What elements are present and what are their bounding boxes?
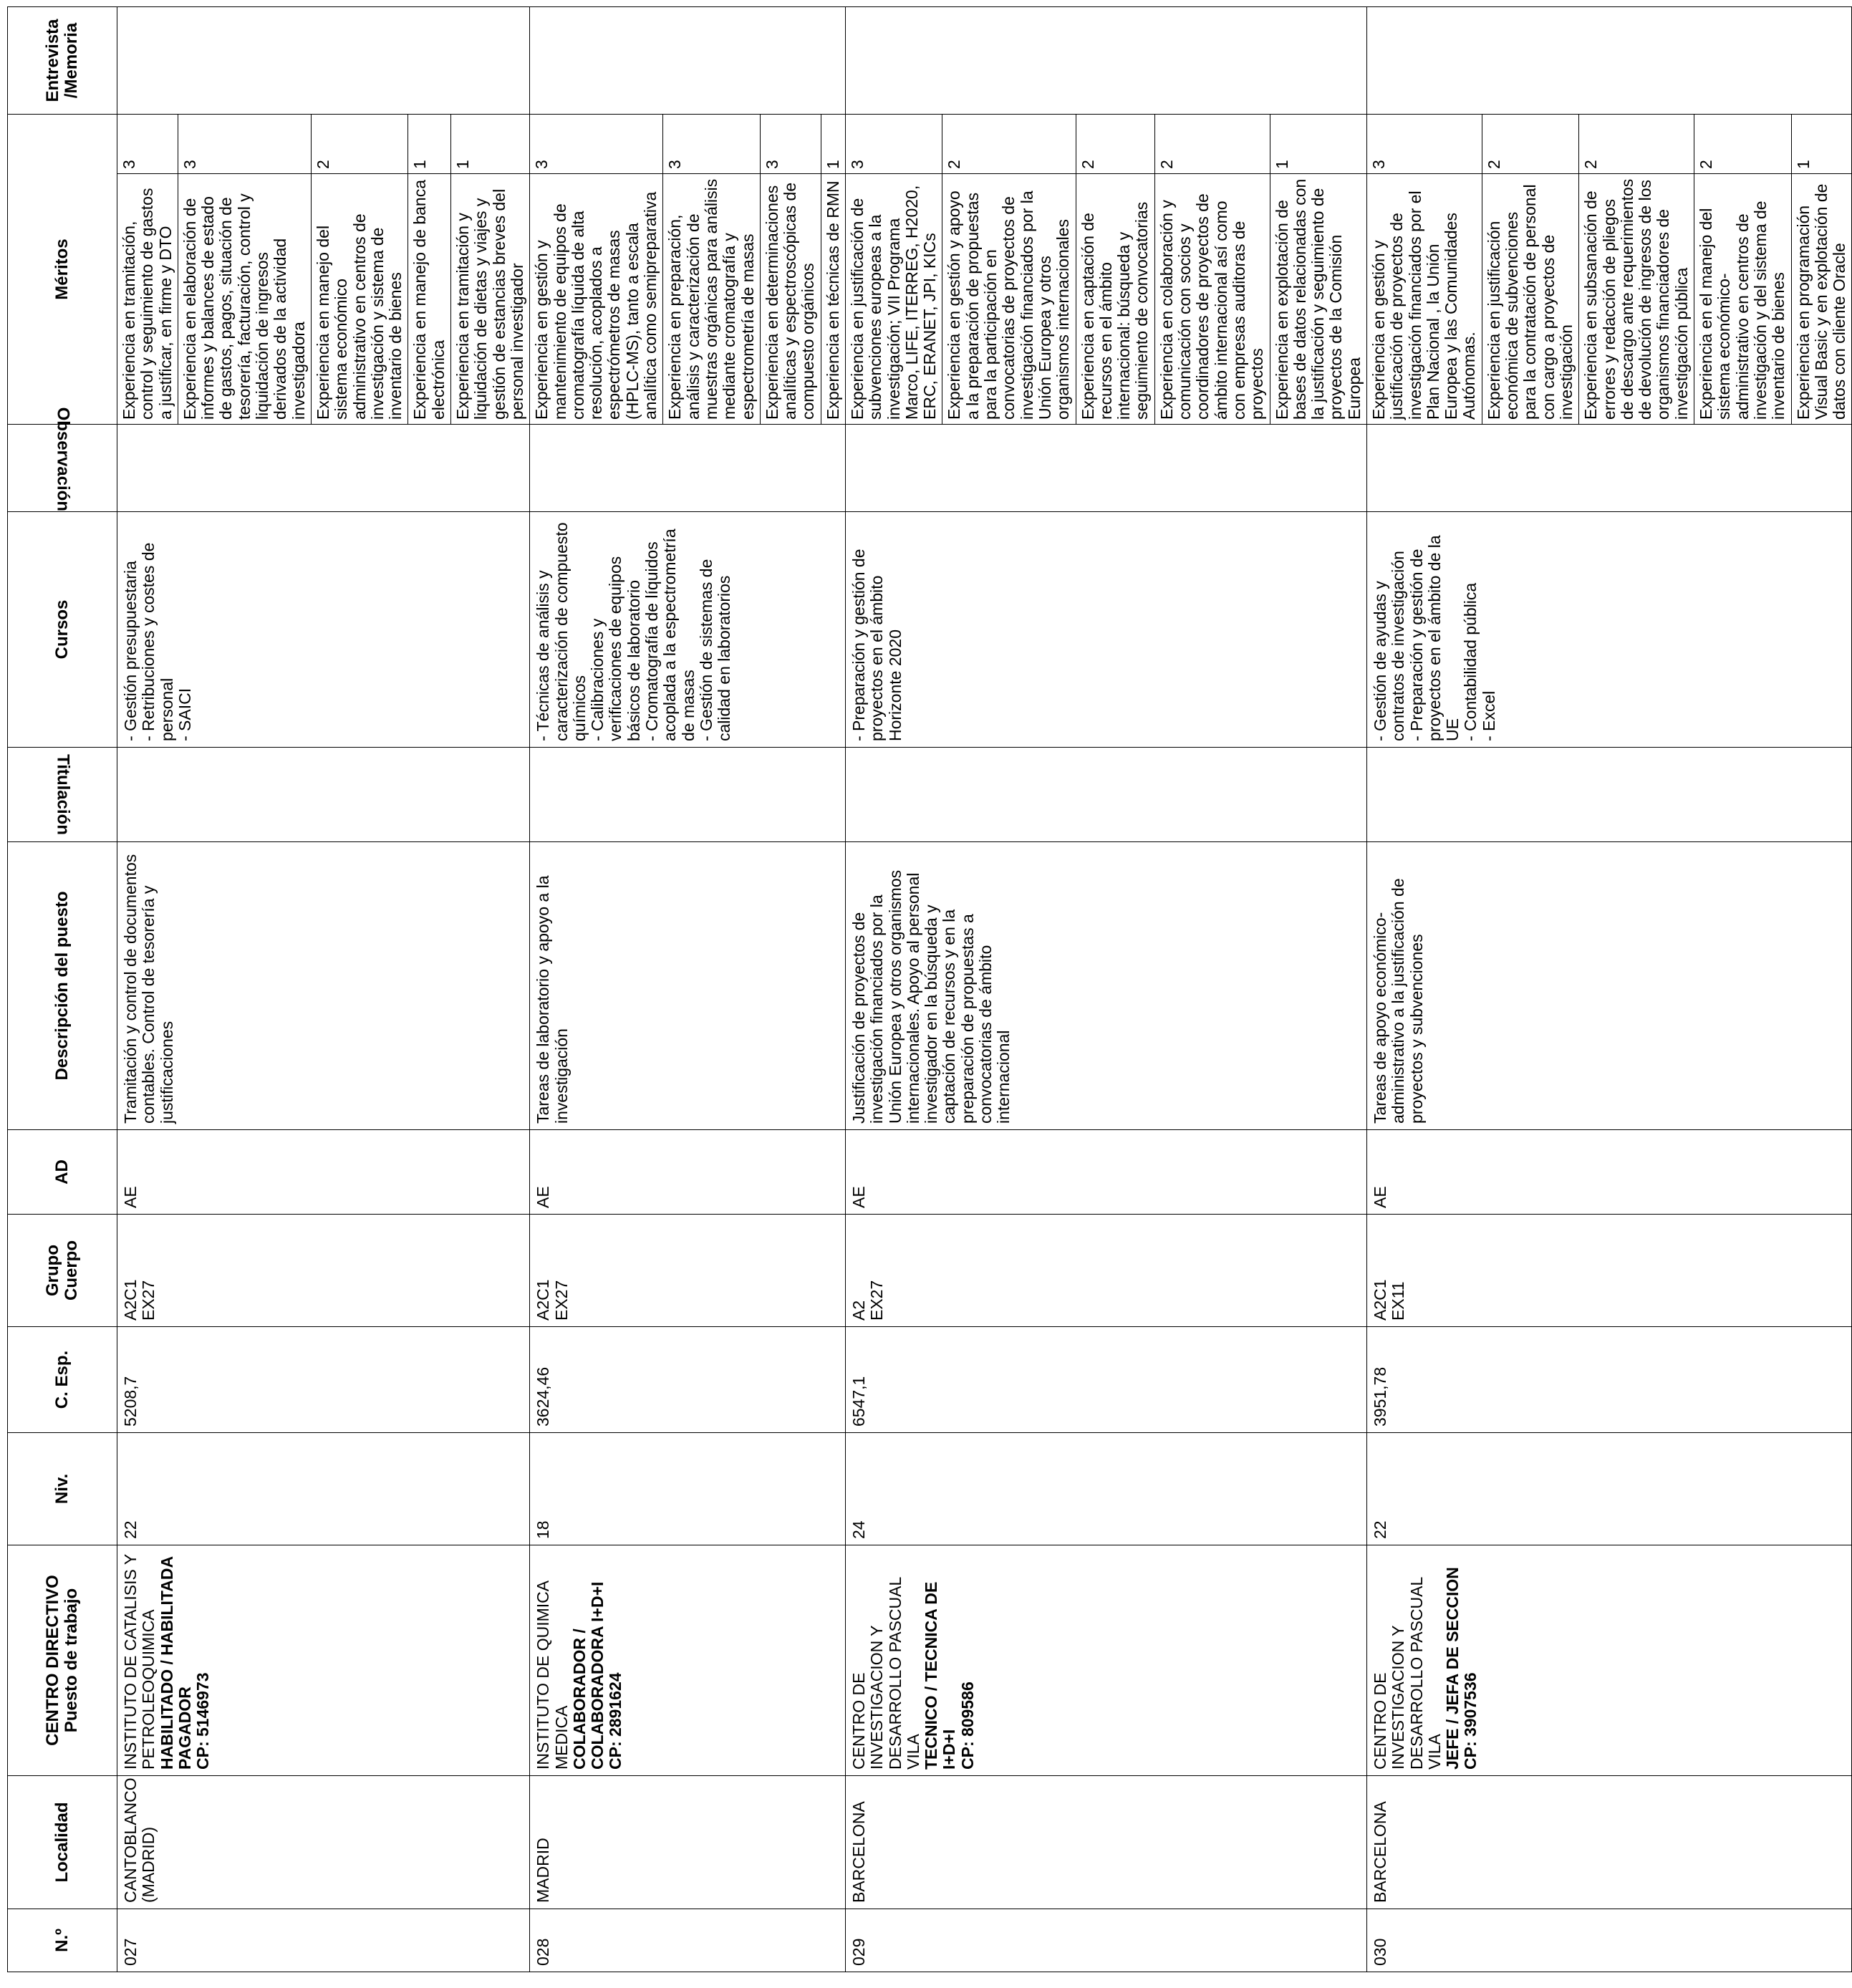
cell-grupo bbox=[1367, 1215, 1852, 1327]
cp-code: CP: 5146973 bbox=[193, 1672, 213, 1770]
cell-niv: 22 bbox=[1367, 1433, 1852, 1545]
header-observacion bbox=[8, 407, 117, 512]
merito-score: 3 bbox=[117, 115, 178, 174]
table-row bbox=[1367, 7, 1852, 1972]
merito-row bbox=[846, 115, 942, 424]
merito-text: Experiencia en subsanación de errores y redacción de pliegos de descargo ante requerimientos de devolución de ingresos de los organismos financiadores de investigación pública bbox=[1581, 178, 1691, 420]
header-entrevista-line1: Entrevista bbox=[42, 19, 62, 102]
cell-ad: AE bbox=[530, 1130, 846, 1215]
merito-text: Experiencia en justificación económica de subvenciones para la contratación de personal con cargo a proyectos de investigación bbox=[1484, 184, 1576, 420]
header-cursos: Cursos bbox=[8, 512, 117, 748]
grupo-value: A2 bbox=[849, 1300, 868, 1321]
cell-centro bbox=[117, 1545, 530, 1776]
cp-code: CP: 2891624 bbox=[606, 1672, 625, 1770]
merito-score: 1 bbox=[1792, 115, 1852, 174]
merito-score: 2 bbox=[1155, 115, 1270, 174]
header-centro bbox=[8, 1545, 117, 1776]
centro-name: CENTRO DE INVESTIGACION Y DESARROLLO PASCUAL VILA bbox=[1371, 1577, 1444, 1770]
cuerpo-value: EX11 bbox=[1389, 1281, 1408, 1321]
cell-centro bbox=[1367, 1545, 1852, 1776]
merito-score: 3 bbox=[663, 115, 759, 174]
merito-row bbox=[1155, 115, 1270, 424]
cell-entrevista bbox=[117, 7, 530, 115]
cell-observacion bbox=[530, 425, 846, 512]
header-descripcion: Descripción del puesto bbox=[8, 842, 117, 1130]
cell-cesp: 5208,7 bbox=[117, 1327, 530, 1433]
cell-localidad: BARCELONA bbox=[845, 1776, 1366, 1909]
curso-item: - Técnicas de análisis y caracterización de compuesto químicos bbox=[534, 522, 589, 741]
header-titulacion-text: Titulación bbox=[53, 754, 73, 835]
cell-entrevista bbox=[1367, 7, 1852, 115]
grupo-value: A2C1 bbox=[1371, 1279, 1389, 1321]
puesto-name: JEFE / JEFA DE SECCION bbox=[1443, 1567, 1462, 1770]
header-localidad: Localidad bbox=[8, 1776, 117, 1909]
table-row bbox=[845, 7, 1366, 1972]
merito-score: 1 bbox=[408, 115, 450, 174]
merito-score: 1 bbox=[821, 115, 845, 174]
puesto-name: TECNICO / TECNICA DE I+D+I bbox=[922, 1581, 959, 1770]
cp-code: CP: 3907536 bbox=[1461, 1672, 1480, 1770]
cell-titulacion bbox=[1367, 748, 1852, 842]
cuerpo-value: EX27 bbox=[867, 1280, 887, 1321]
cell-num: 027 bbox=[117, 1909, 530, 1972]
merito-score: 2 bbox=[1579, 115, 1694, 174]
cell-descripcion: Tareas de apoyo económico-administrativo a la justificación de proyectos y subvenciones bbox=[1367, 842, 1852, 1130]
merito-text: Experiencia en manejo del sistema económico administrativo en centros de investigación y sistema de inventario de bienes bbox=[313, 213, 405, 420]
cell-meritos bbox=[530, 115, 846, 425]
merito-text: Experiencia en tramitación y liquidación de dietas y viajes y gestión de estancias breves del personal investigador bbox=[453, 188, 526, 420]
merito-text: Experiencia en el manejo del sistema económico-administrativo en centros de investigación y del sistema de inventario de bienes bbox=[1697, 201, 1788, 420]
merito-score: 3 bbox=[846, 115, 942, 174]
cell-ad: AE bbox=[845, 1130, 1366, 1215]
cell-grupo bbox=[845, 1215, 1366, 1327]
cell-centro bbox=[845, 1545, 1366, 1776]
cuerpo-value: EX27 bbox=[551, 1280, 571, 1321]
merito-row bbox=[312, 115, 408, 424]
merito-text: Experiencia en programación Visual Basic y en explotación de datos con cliente Oracle bbox=[1793, 183, 1849, 420]
curso-item: - Cromatografía de líquidos acoplada a la espectrometría de masas bbox=[642, 529, 698, 741]
cell-meritos bbox=[845, 115, 1366, 425]
centro-name: CENTRO DE INVESTIGACION Y DESARROLLO PASCUAL VILA bbox=[849, 1577, 922, 1770]
curso-item: - Preparación y gestión de proyectos en el ámbito de la UE bbox=[1407, 535, 1462, 741]
header-niv: Niv. bbox=[8, 1433, 117, 1545]
merito-text: Experiencia en técnicas de RMN bbox=[823, 180, 842, 420]
curso-item: - Gestión de ayudas y contratos de investigación bbox=[1371, 551, 1408, 741]
merito-row bbox=[1579, 115, 1694, 424]
centro-name: INSTITUTO DE CATALISIS Y PETROLEOQUIMICA bbox=[121, 1554, 158, 1770]
centro-name: INSTITUTO DE QUIMICA MEDICA bbox=[534, 1581, 571, 1770]
grupo-value: A2C1 bbox=[534, 1279, 553, 1321]
curso-item: - Retribuciones y costes de personal bbox=[139, 542, 176, 741]
cell-cesp: 6547,1 bbox=[845, 1327, 1366, 1433]
grupo-value: A2C1 bbox=[121, 1279, 140, 1321]
header-grupo-line2: Cuerpo bbox=[62, 1240, 81, 1301]
table-body bbox=[117, 7, 1852, 1972]
merito-row bbox=[761, 115, 821, 424]
merito-text: Experiencia en determinaciones analíticas y espectroscópicas de compuesto orgánicos bbox=[762, 182, 818, 420]
merito-row bbox=[178, 115, 312, 424]
cp-code: CP: 809586 bbox=[958, 1681, 977, 1770]
merito-text: Experiencia en captación de recursos en el ámbito internacional: búsqueda y seguimiento de convocatorias bbox=[1078, 201, 1152, 420]
cell-niv: 18 bbox=[530, 1433, 846, 1545]
merito-row bbox=[408, 115, 451, 424]
cell-observacion bbox=[845, 425, 1366, 512]
cell-localidad: MADRID bbox=[530, 1776, 846, 1909]
cell-meritos bbox=[117, 115, 530, 425]
job-listing-table bbox=[7, 6, 1852, 1972]
merito-text: Experiencia en preparación, análisis y caracterización de muestras orgánicas para análisis mediante cromatografía y espectrometría de masas bbox=[665, 178, 757, 420]
merito-row bbox=[942, 115, 1076, 424]
cell-localidad: CANTOBLANCO (MADRID) bbox=[117, 1776, 530, 1909]
puesto-name: COLABORADOR / COLABORADORA I+D+I bbox=[569, 1581, 607, 1770]
merito-row bbox=[1367, 115, 1482, 424]
merito-text: Experiencia en tramitación, control y seguimiento de gastos a justificar, en firme y DTO bbox=[120, 188, 175, 420]
cell-titulacion bbox=[530, 748, 846, 842]
cell-cursos bbox=[117, 512, 530, 748]
merito-text: Experiencia en gestión y justificación de proyectos de investigación financiados por el Plan Nacional , la Unión Europea y las Comunidades Autónomas. bbox=[1369, 190, 1479, 420]
header-ad: AD bbox=[8, 1130, 117, 1215]
cell-cursos bbox=[530, 512, 846, 748]
curso-item: - Excel bbox=[1479, 690, 1498, 741]
cell-localidad: BARCELONA bbox=[1367, 1776, 1852, 1909]
curso-item: - SAICI bbox=[175, 687, 194, 741]
cell-observacion bbox=[1367, 425, 1852, 512]
merito-score: 3 bbox=[761, 115, 821, 174]
merito-score: 3 bbox=[1367, 115, 1482, 174]
table-row bbox=[117, 7, 530, 1972]
curso-item: - Gestión de sistemas de calidad en laboratorios bbox=[696, 559, 734, 741]
curso-item: - Contabilidad pública bbox=[1461, 582, 1480, 741]
cell-entrevista bbox=[845, 7, 1366, 115]
header-meritos: Méritos bbox=[8, 115, 117, 425]
cell-descripcion: Justificación de proyectos de investigación financiados por la Unión Europea y otros organismos internacionales. Apoyo al personal investigador en la búsqueda y captación de recursos y en la preparación de propuestas a convocatorias de ámbito internacional bbox=[845, 842, 1366, 1130]
header-centro-line2: Puesto de trabajo bbox=[62, 1588, 81, 1733]
cell-ad: AE bbox=[1367, 1130, 1852, 1215]
merito-row bbox=[530, 115, 663, 424]
merito-score: 1 bbox=[1270, 115, 1366, 174]
merito-score: 2 bbox=[312, 115, 407, 174]
header-centro-line1: CENTRO DIRECTIVO bbox=[42, 1575, 62, 1746]
merito-score: 2 bbox=[1482, 115, 1578, 174]
header-num: N.º bbox=[8, 1909, 117, 1972]
merito-row bbox=[1694, 115, 1791, 424]
merito-row bbox=[821, 115, 845, 424]
merito-score: 2 bbox=[1076, 115, 1154, 174]
cell-titulacion bbox=[845, 748, 1366, 842]
merito-row bbox=[663, 115, 760, 424]
merito-text: Experiencia en colaboración y comunicación con socios y coordinadores de proyectos de ámbito internacional así como con empresas auditoras de proyectos bbox=[1157, 193, 1267, 420]
header-cesp: C. Esp. bbox=[8, 1327, 117, 1433]
header-entrevista bbox=[8, 7, 117, 115]
curso-item: - Preparación y gestión de proyectos en el ámbito Horizonte 2020 bbox=[849, 549, 905, 741]
cell-grupo bbox=[530, 1215, 846, 1327]
merito-score: 3 bbox=[530, 115, 662, 174]
cell-titulacion bbox=[117, 748, 530, 842]
cell-cesp: 3624,46 bbox=[530, 1327, 846, 1433]
merito-score: 3 bbox=[178, 115, 311, 174]
cell-descripcion: Tareas de laboratorio y apoyo a la investigación bbox=[530, 842, 846, 1130]
merito-text: Experiencia en gestión y apoyo a la preparación de propuestas para la participación en convocatorias de proyectos de investigación financiados por la Unión Europea y otros organismos internacionales bbox=[945, 190, 1073, 420]
cell-meritos bbox=[1367, 115, 1852, 425]
merito-row bbox=[117, 115, 178, 424]
merito-row bbox=[1482, 115, 1579, 424]
merito-text: Experiencia en justificación de subvenciones europeas a la investigación; VII Programa Marco, LIFE, ITERREG, H2020, ERC, ERANET, JPI, KICs bbox=[847, 185, 940, 420]
cell-cesp: 3951,78 bbox=[1367, 1327, 1852, 1433]
merito-row bbox=[1076, 115, 1155, 424]
cell-cursos bbox=[845, 512, 1366, 748]
merito-text: Experiencia en manejo de banca electrónica bbox=[410, 179, 448, 420]
merito-text: Experiencia en explotación de bases de datos relacionadas con la justificación y seguimiento de proyectos de la Comisión Europea bbox=[1272, 178, 1364, 420]
cell-cursos bbox=[1367, 512, 1852, 748]
header-titulacion bbox=[8, 748, 117, 842]
cell-num: 030 bbox=[1367, 1909, 1852, 1972]
cell-descripcion: Tramitación y control de documentos contables. Control de tesorería y justificaciones bbox=[117, 842, 530, 1130]
merito-text: Experiencia en elaboración de informes y balances de estado de gastos, pagos, situación de tesorería, facturación, control y liquidación de ingresos derivados de la actividad investigadora bbox=[180, 193, 308, 420]
table-row bbox=[530, 7, 846, 1972]
cell-grupo bbox=[117, 1215, 530, 1327]
cell-num: 028 bbox=[530, 1909, 846, 1972]
merito-score: 1 bbox=[451, 115, 529, 174]
cuerpo-value: EX27 bbox=[139, 1280, 158, 1321]
merito-row bbox=[1270, 115, 1366, 424]
cell-niv: 24 bbox=[845, 1433, 1366, 1545]
merito-score: 2 bbox=[942, 115, 1075, 174]
header-grupo-line1: Grupo bbox=[42, 1245, 62, 1296]
curso-item: - Calibraciones y verificaciones de equipos básicos de laboratorio bbox=[588, 556, 643, 741]
cell-num: 029 bbox=[845, 1909, 1366, 1972]
header-observacion-text: Observación bbox=[53, 407, 73, 511]
cell-centro bbox=[530, 1545, 846, 1776]
puesto-name: HABILITADO / HABILITADA PAGADOR bbox=[157, 1556, 194, 1770]
cell-niv: 22 bbox=[117, 1433, 530, 1545]
merito-row bbox=[451, 115, 529, 424]
cell-entrevista bbox=[530, 7, 846, 115]
header-entrevista-line2: /Memoria bbox=[62, 22, 81, 99]
curso-item: - Gestión presupuestaria bbox=[121, 561, 140, 741]
merito-score: 2 bbox=[1694, 115, 1790, 174]
cell-ad: AE bbox=[117, 1130, 530, 1215]
merito-text: Experiencia en gestión y mantenimiento de equipos de cromatografía líquida de alta resolución, acoplados a espectrómetros de masas (HPLC-MS), tanto a escala analítica como semipreparativa bbox=[532, 191, 660, 420]
header-row bbox=[8, 7, 117, 1972]
header-grupo bbox=[8, 1215, 117, 1327]
cell-observacion bbox=[117, 425, 530, 512]
merito-row bbox=[1792, 115, 1852, 424]
